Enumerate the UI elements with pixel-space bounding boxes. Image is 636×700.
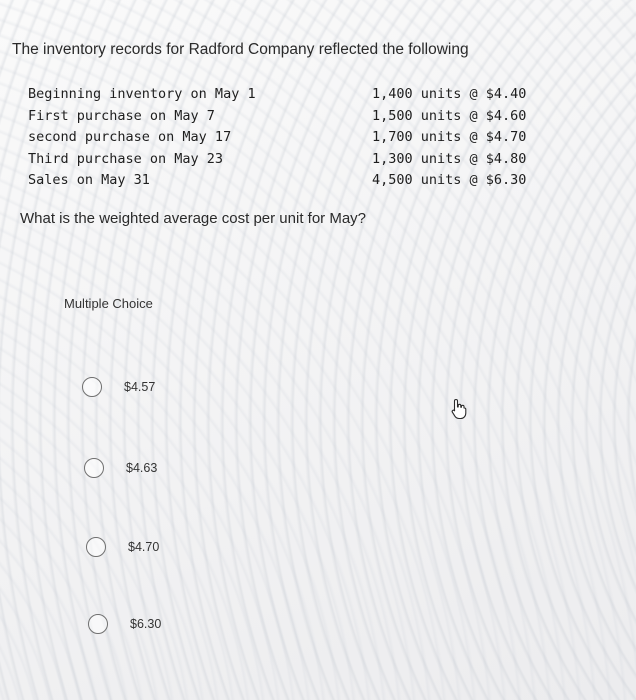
hand-pointer-icon [450,398,468,420]
question-intro: The inventory records for Radford Company reflected the following [12,41,469,58]
multiple-choice-heading: Multiple Choice [64,296,153,311]
inventory-label: Beginning inventory on May 1 [28,86,256,102]
question-prompt: What is the weighted average cost per unit for May? [20,210,367,227]
radio-button-icon[interactable] [84,458,104,478]
choice-option-4[interactable] [88,614,161,634]
choice-option-1[interactable] [82,377,155,397]
choice-option-3[interactable] [86,537,159,557]
radio-button-icon[interactable] [88,614,108,634]
inventory-value: 1,500 units @ $4.60 [372,107,527,124]
inventory-value: 1,300 units @ $4.80 [372,150,527,167]
choice-label: $4.57 [124,380,156,394]
choice-label: $4.63 [126,461,158,475]
inventory-value: 1,400 units @ $4.40 [372,86,527,102]
inventory-value: 1,700 units @ $4.70 [372,129,527,145]
inventory-row [28,170,548,192]
inventory-row [28,84,548,106]
inventory-row [28,149,548,171]
inventory-label: second purchase on May 17 [28,129,232,145]
radio-button-icon[interactable] [86,537,106,557]
choice-label: $6.30 [130,617,162,631]
choice-option-2[interactable] [84,458,157,478]
inventory-list [28,84,548,192]
inventory-label: Sales on May 31 [28,172,150,188]
choice-label: $4.70 [128,540,160,554]
inventory-row [28,106,548,128]
radio-button-icon[interactable] [82,377,102,397]
inventory-label: First purchase on May 7 [28,107,215,124]
inventory-value: 4,500 units @ $6.30 [372,172,527,188]
inventory-label: Third purchase on May 23 [28,150,224,167]
inventory-row [28,127,548,149]
